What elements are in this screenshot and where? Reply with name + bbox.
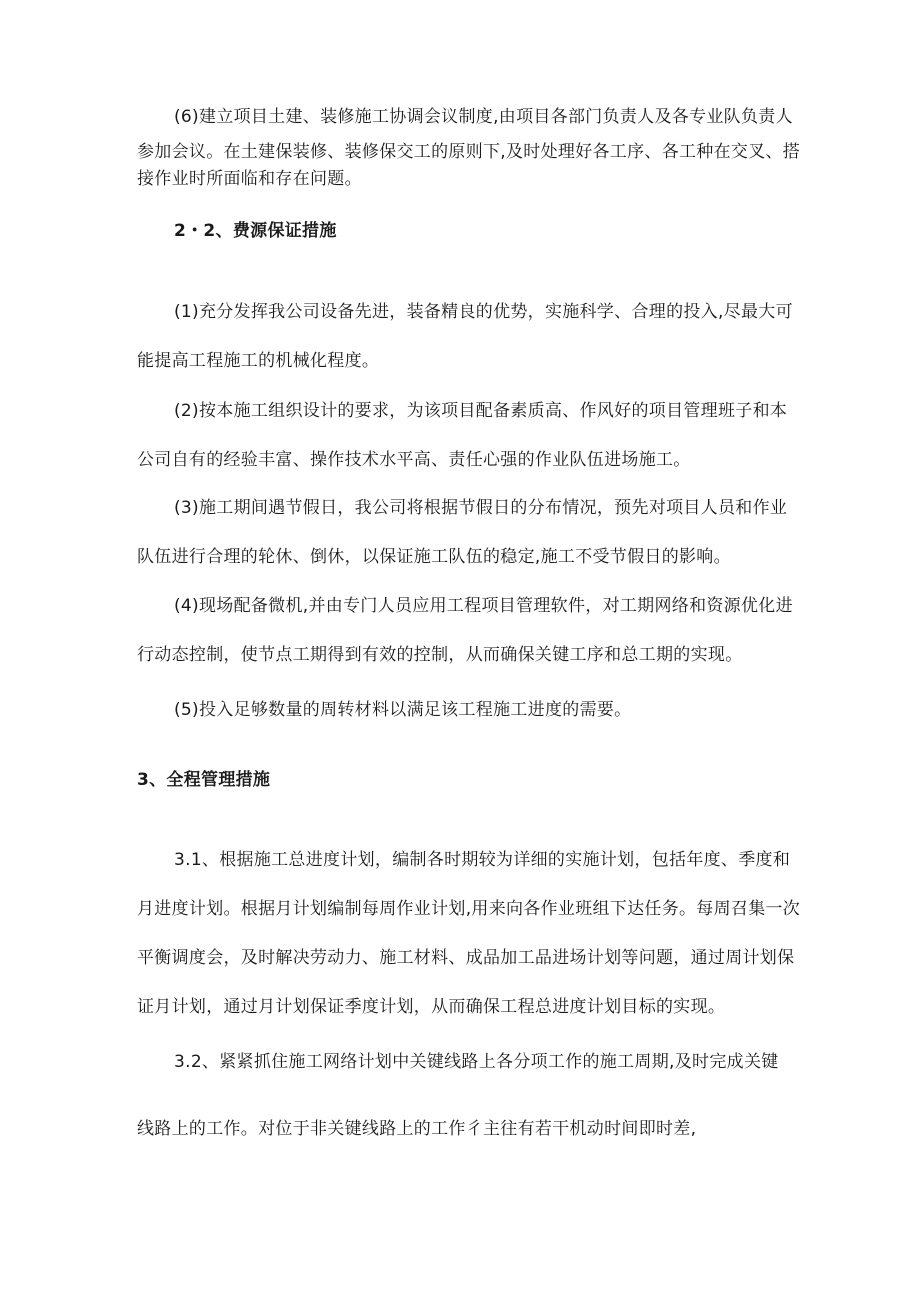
- item-3-line-2: 队伍进行合理的轮休、倒休，以保证施工队伍的稳定,施工不受节假日的影响。: [137, 547, 731, 567]
- item-4-line-2: 行动态控制，使节点工期得到有效的控制，从而确保关键工序和总工期的实现。: [137, 645, 743, 665]
- item-3-1-line-1: 3.1、根据施工总进度计划，编制各时期较为详细的实施计划，包括年度、季度和: [174, 850, 791, 870]
- section-heading-2-2: 2・2、费源保证措施: [174, 221, 337, 241]
- para-6-line-3: 接作业时所面临和存在问题。: [137, 169, 362, 189]
- item-2-line-1: (2)按本施工组织设计的要求，为该项目配备素质高、作风好的项目管理班子和本: [174, 401, 788, 421]
- item-3-2-line-2: 线路上的工作。对位于非关键线路上的工作彳主往有若干机动时间即时差,: [137, 1119, 697, 1139]
- item-1-line-1: (1)充分发挥我公司设备先进，装备精良的优势，实施科学、合理的投入,尽最大可: [174, 302, 793, 322]
- item-3-1-line-3: 平衡调度会，及时解决劳动力、施工材料、成品加工品进场计划等问题，通过周计划保: [137, 948, 795, 968]
- para-6-line-2: 参加会议。在土建保装修、装修保交工的原则下,及时处理好各工序、各工种在交叉、搭: [137, 142, 801, 162]
- para-6-line-1: (6)建立项目土建、装修施工协调会议制度,由项目各部门负责人及各专业队负责人: [174, 107, 793, 127]
- item-2-line-2: 公司自有的经验丰富、操作技术水平高、责任心强的作业队伍进场施工。: [137, 450, 691, 470]
- item-3-line-1: (3)施工期间遇节假日，我公司将根据节假日的分布情况，预先对项目人员和作业: [174, 498, 788, 518]
- item-3-1-line-4: 证月计划，通过月计划保证季度计划，从而确保工程总进度计划目标的实现。: [137, 997, 726, 1017]
- item-3-1-line-2: 月进度计划。根据月计划编制每周作业计划,用来向各作业班组下达任务。每周召集一次: [137, 899, 801, 919]
- item-3-2-line-1: 3.2、紧紧抓住施工网络计划中关键线路上各分项工作的施工周期,及时完成关键: [174, 1052, 779, 1072]
- item-4-line-1: (4)现场配备微机,并由专门人员应用工程项目管理软件，对工期网络和资源优化进: [174, 596, 793, 616]
- item-5-line-1: (5)投入足够数量的周转材料以满足该工程施工进度的需要。: [174, 700, 632, 720]
- item-1-line-2: 能提高工程施工的机械化程度。: [137, 351, 380, 371]
- section-heading-3: 3、全程管理措施: [137, 770, 271, 790]
